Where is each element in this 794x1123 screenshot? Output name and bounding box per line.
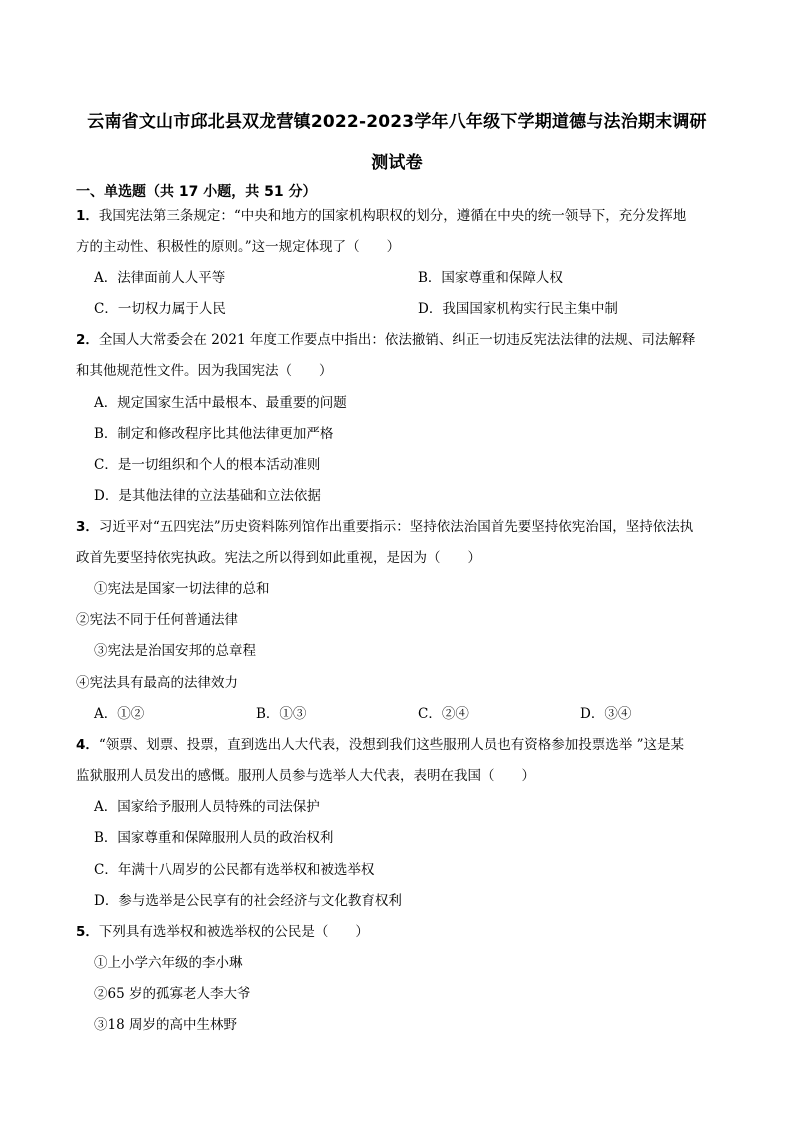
question-4-option-d: D．参与选举是公民享有的社会经济与文化教育权利 [94,893,402,909]
question-3-option-c: C．②④ [418,706,469,722]
question-4-option-c: C．年满十八周岁的公民都有选举权和被选举权 [94,862,375,878]
question-2-option-d: D．是其他法律的立法基础和立法依据 [94,488,321,504]
question-2-option-a: A．规定国家生活中最根本、最重要的问题 [94,395,347,411]
question-3-item-4: ④宪法具有最高的法律效力 [76,675,238,691]
question-5-item-1: ①上小学六年级的李小琳 [94,955,243,971]
question-1-stem-line1: 1．我国宪法第三条规定：“中央和地方的国家机构职权的划分，遵循在中央的统一领导下，充分发挥地 [76,208,687,224]
question-4-stem-line1: 4．“领票、划票、投票，直到选出人大代表，没想到我们这些服刑人员也有资格参加投票选举 ”这是某 [76,737,684,753]
question-2-option-b: B．制定和修改程序比其他法律更加严格 [94,426,334,442]
question-number: 1． [76,208,99,224]
question-number: 5． [76,924,99,940]
question-1-option-b: B．国家尊重和保障人权 [418,270,563,286]
exam-title-line2: 测试卷 [371,153,423,173]
question-5-item-3: ③18 周岁的高中生林野 [94,1017,237,1033]
question-3-stem-line1: 3．习近平对“五四宪法”历史资料陈列馆作出重要指示：坚持依法治国首先要坚持依宪治国，坚持依法执 [76,519,694,535]
question-1-option-d: D．我国国家机构实行民主集中制 [418,301,618,317]
question-1-option-a: A．法律面前人人平等 [94,270,226,286]
question-5-item-2: ②65 岁的孤寡老人李大爷 [94,986,251,1002]
section-header: 一、单选题（共 17 小题，共 51 分） [76,184,317,200]
question-3-stem-line2: 政首先要坚持依宪执政。宪法之所以得到如此重视，是因为（ ） [76,550,481,566]
question-number: 2． [76,332,99,348]
question-3-item-1: ①宪法是国家一切法律的总和 [94,581,270,597]
question-2-option-c: C．是一切组织和个人的根本活动准则 [94,457,321,473]
question-4-option-b: B．国家尊重和保障服刑人员的政治权利 [94,830,334,846]
question-5-stem-line1: 5．下列具有选举权和被选举权的公民是（ ） [76,924,369,940]
question-3-option-d: D．③④ [580,706,632,722]
question-number: 4． [76,737,99,753]
question-1-option-c: C．一切权力属于人民 [94,301,226,317]
question-2-stem-line2: 和其他规范性文件。因为我国宪法（ ） [76,363,333,379]
exam-title-line1: 云南省文山市邱北县双龙营镇2022-2023学年八年级下学期道德与法治期末调研 [87,112,707,132]
question-number: 3． [76,519,99,535]
question-3-item-3: ③宪法是治国安邦的总章程 [94,643,256,659]
question-3-item-2: ②宪法不同于任何普通法律 [76,612,238,628]
question-2-stem-line1: 2．全国人大常委会在 2021 年度工作要点中指出：依法撤销、纠正一切违反宪法法律的法规、司法解释 [76,332,696,348]
question-3-option-a: A．①② [94,706,145,722]
question-4-option-a: A．国家给予服刑人员特殊的司法保护 [94,799,320,815]
question-3-option-b: B．①③ [256,706,307,722]
question-4-stem-line2: 监狱服刑人员发出的感慨。服刑人员参与选举人大代表，表明在我国（ ） [76,768,535,784]
question-1-stem-line2: 方的主动性、积极性的原则。”这一规定体现了（ ） [76,239,401,255]
